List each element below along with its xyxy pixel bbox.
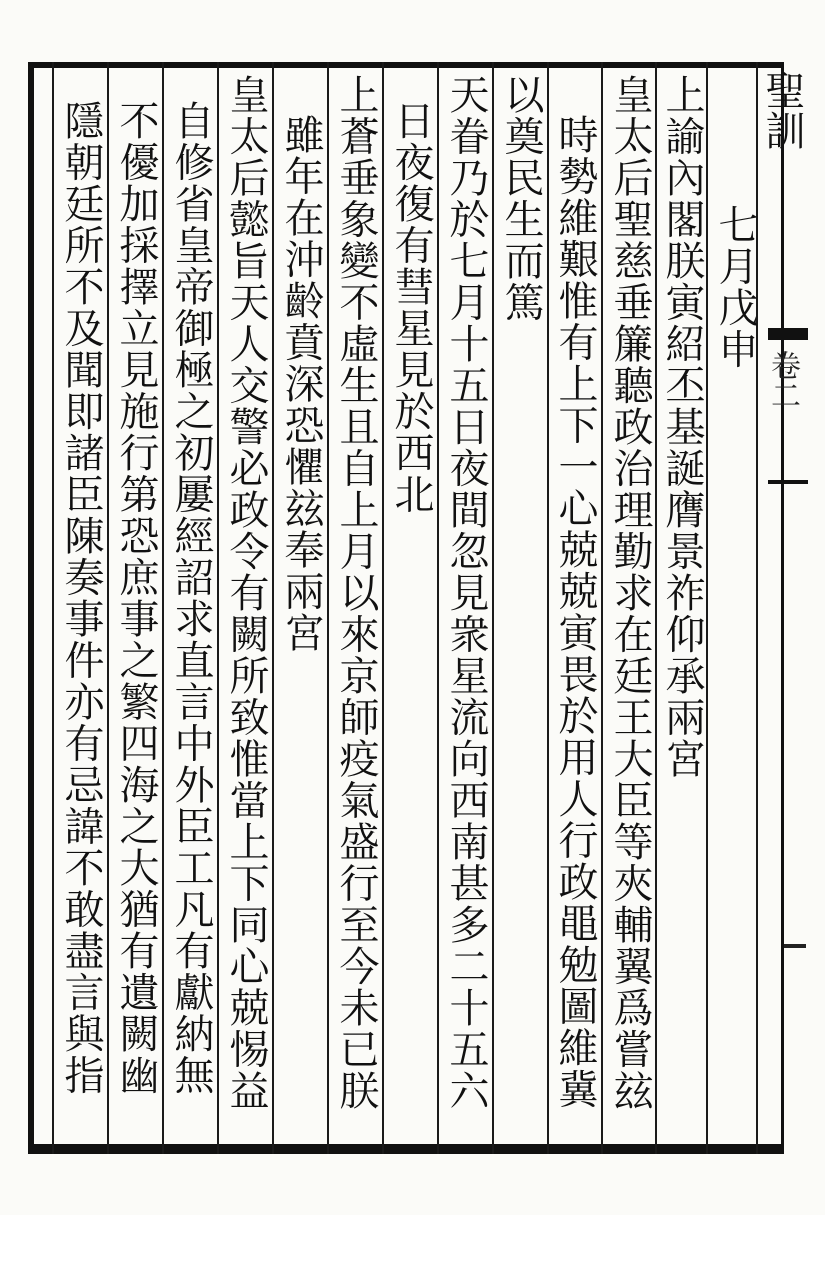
column-rule — [492, 62, 494, 1154]
text-column: 上諭內閣朕寅紹丕基誕膺景祚仰承兩宮 — [659, 74, 705, 780]
text-column: 隱朝廷所不及聞即諸臣陳奏事件亦有忌諱不敢盡言與指 — [58, 100, 104, 1096]
column-rule — [272, 62, 274, 1154]
column-rule — [437, 62, 439, 1154]
fish-tail-mark — [768, 480, 808, 484]
column-rule — [217, 62, 219, 1154]
text-column: 時勢維艱惟有上下一心兢兢寅畏於用人行政黽勉圖維冀 — [552, 114, 598, 1110]
text-column: 天眷乃於七月十五日夜間忽見衆星流向西南甚多二十五六 — [443, 74, 489, 1112]
text-column: 以奠民生而篤 — [498, 74, 544, 323]
text-column: 皇太后聖慈垂簾聽政治理勤求在廷王大臣等夾輔翼爲嘗玆 — [607, 74, 653, 1112]
column-rule — [52, 62, 54, 1154]
date-heading: 七月戊申 — [712, 204, 758, 370]
column-rule — [327, 62, 329, 1154]
column-rule — [382, 62, 384, 1154]
book-title: 聖訓 — [759, 70, 805, 150]
volume-label: 卷二 — [765, 350, 800, 410]
text-column: 自修省皇帝御極之初屢經詔求直言中外臣工凡有獻納無 — [168, 100, 214, 1096]
column-rule — [162, 62, 164, 1154]
text-column: 皇太后懿旨天人交警必政令有闕所致惟當上下同心兢惕益 — [223, 74, 269, 1112]
column-rule — [601, 62, 603, 1154]
text-column: 上蒼垂象變不虛生且自上月以來京師疫氣盛行至今未已朕 — [333, 74, 379, 1112]
text-column: 日夜復有彗星見於西北 — [388, 100, 434, 515]
column-rule — [107, 62, 109, 1154]
page-mark — [784, 944, 806, 948]
text-column: 雖年在沖齡賁深恐懼玆奉兩宮 — [278, 114, 324, 654]
fish-tail-mark — [768, 328, 808, 340]
text-column: 不優加採擇立見施行第恐庶事之繁四海之大猶有遺闕幽 — [113, 100, 159, 1096]
